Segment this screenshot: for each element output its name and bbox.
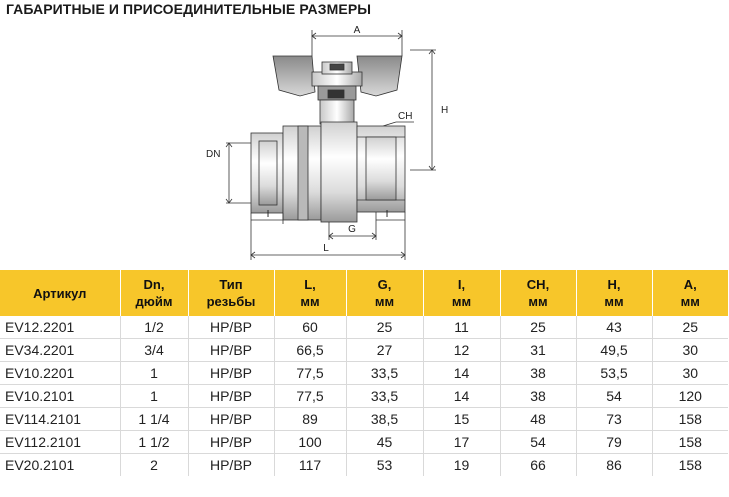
cell-thread: НР/ВР <box>188 385 274 408</box>
dimension-dn <box>226 143 251 203</box>
cell-i: 15 <box>423 408 500 431</box>
col-header-a: A, мм <box>652 270 728 316</box>
cell-g: 38,5 <box>346 408 423 431</box>
butterfly-handle <box>273 56 402 124</box>
cell-i: 11 <box>423 316 500 339</box>
cell-a: 158 <box>652 431 728 454</box>
col-header-g: G, мм <box>346 270 423 316</box>
cell-g: 33,5 <box>346 385 423 408</box>
page-title: ГАБАРИТНЫЕ И ПРИСОЕДИНИТЕЛЬНЫЕ РАЗМЕРЫ <box>6 1 372 17</box>
cell-dn: 1 1/2 <box>120 431 188 454</box>
table-header-row <box>0 270 728 316</box>
cell-a: 158 <box>652 408 728 431</box>
label-i-right: I <box>385 209 389 220</box>
table-row <box>0 408 728 431</box>
cell-ch: 66 <box>500 454 576 477</box>
valve-body <box>251 122 405 222</box>
cell-i: 17 <box>423 431 500 454</box>
cell-article: EV114.2101 <box>0 408 120 431</box>
cell-dn: 1 <box>120 385 188 408</box>
dimension-h <box>410 50 436 170</box>
label-ch: CH <box>398 111 413 122</box>
cell-thread: НР/ВР <box>188 362 274 385</box>
cell-dn: 1 1/4 <box>120 408 188 431</box>
cell-h: 79 <box>576 431 652 454</box>
table-body <box>0 316 728 476</box>
cell-g: 53 <box>346 454 423 477</box>
cell-dn: 2 <box>120 454 188 477</box>
cell-g: 45 <box>346 431 423 454</box>
cell-a: 30 <box>652 362 728 385</box>
cell-l: 117 <box>274 454 346 477</box>
cell-l: 89 <box>274 408 346 431</box>
table-row <box>0 454 728 477</box>
cell-l: 77,5 <box>274 362 346 385</box>
cell-ch: 54 <box>500 431 576 454</box>
col-header-l: L, мм <box>274 270 346 316</box>
cell-thread: НР/ВР <box>188 431 274 454</box>
col-header-ch: CH, мм <box>500 270 576 316</box>
cell-h: 86 <box>576 454 652 477</box>
cell-article: EV20.2101 <box>5 457 75 473</box>
cell-h: 53,5 <box>576 362 652 385</box>
cell-l: 60 <box>274 316 346 339</box>
cell-dn: 1/2 <box>120 316 188 339</box>
cell-l: 66,5 <box>274 339 346 362</box>
cell-article: EV112.2101 <box>0 431 120 454</box>
cell-dn: 3/4 <box>120 339 188 362</box>
cell-h: 49,5 <box>576 339 652 362</box>
cell-ch: 48 <box>500 408 576 431</box>
col-header-dn: Dn, дюйм <box>120 270 188 316</box>
cell-thread: НР/ВР <box>188 339 274 362</box>
cell-ch: 31 <box>500 339 576 362</box>
label-dn: DN <box>206 149 221 160</box>
table-row <box>0 385 728 408</box>
table-row <box>0 339 728 362</box>
label-i-left: I <box>266 209 270 220</box>
label-a: A <box>353 25 361 36</box>
cell-a: 25 <box>652 316 728 339</box>
cell-i: 14 <box>423 385 500 408</box>
cell-article: EV12.2201 <box>0 316 120 339</box>
cell-g: 25 <box>346 316 423 339</box>
cell-g: 27 <box>346 339 423 362</box>
cell-a: 30 <box>652 339 728 362</box>
cell-l: 77,5 <box>274 385 346 408</box>
cell-ch: 38 <box>500 385 576 408</box>
col-header-article: Артикул <box>0 270 120 316</box>
cell-dn: 1 <box>120 362 188 385</box>
cell-i: 12 <box>423 339 500 362</box>
table-row <box>0 431 728 454</box>
cell-thread: НР/ВР <box>188 316 274 339</box>
cell-thread: НР/ВР <box>188 408 274 431</box>
cell-ch: 38 <box>500 362 576 385</box>
col-header-h: H, мм <box>576 270 652 316</box>
valve-dimension-drawing <box>196 22 449 262</box>
col-header-i: I, мм <box>423 270 500 316</box>
cell-g: 33,5 <box>346 362 423 385</box>
cell-a: 120 <box>652 385 728 408</box>
dimensions-table <box>0 270 728 476</box>
cell-l: 100 <box>274 431 346 454</box>
cell-thread: НР/ВР <box>188 454 274 477</box>
cell-i: 14 <box>423 362 500 385</box>
cell-h: 54 <box>576 385 652 408</box>
cell-article: EV10.2101 <box>0 385 120 408</box>
table-row <box>0 316 728 339</box>
dimension-l <box>251 224 405 260</box>
cell-a: 158 <box>652 454 728 477</box>
cell-i: 19 <box>423 454 500 477</box>
col-header-thread: Тип резьбы <box>188 270 274 316</box>
cell-h: 43 <box>576 316 652 339</box>
label-h: H <box>441 105 449 116</box>
cell-h: 73 <box>576 408 652 431</box>
cell-article: EV10.2201 <box>0 362 120 385</box>
table-row <box>0 362 728 385</box>
cell-article: EV34.2201 <box>0 339 120 362</box>
cell-ch: 25 <box>500 316 576 339</box>
label-g: G <box>348 224 356 235</box>
label-l: L <box>323 243 329 254</box>
